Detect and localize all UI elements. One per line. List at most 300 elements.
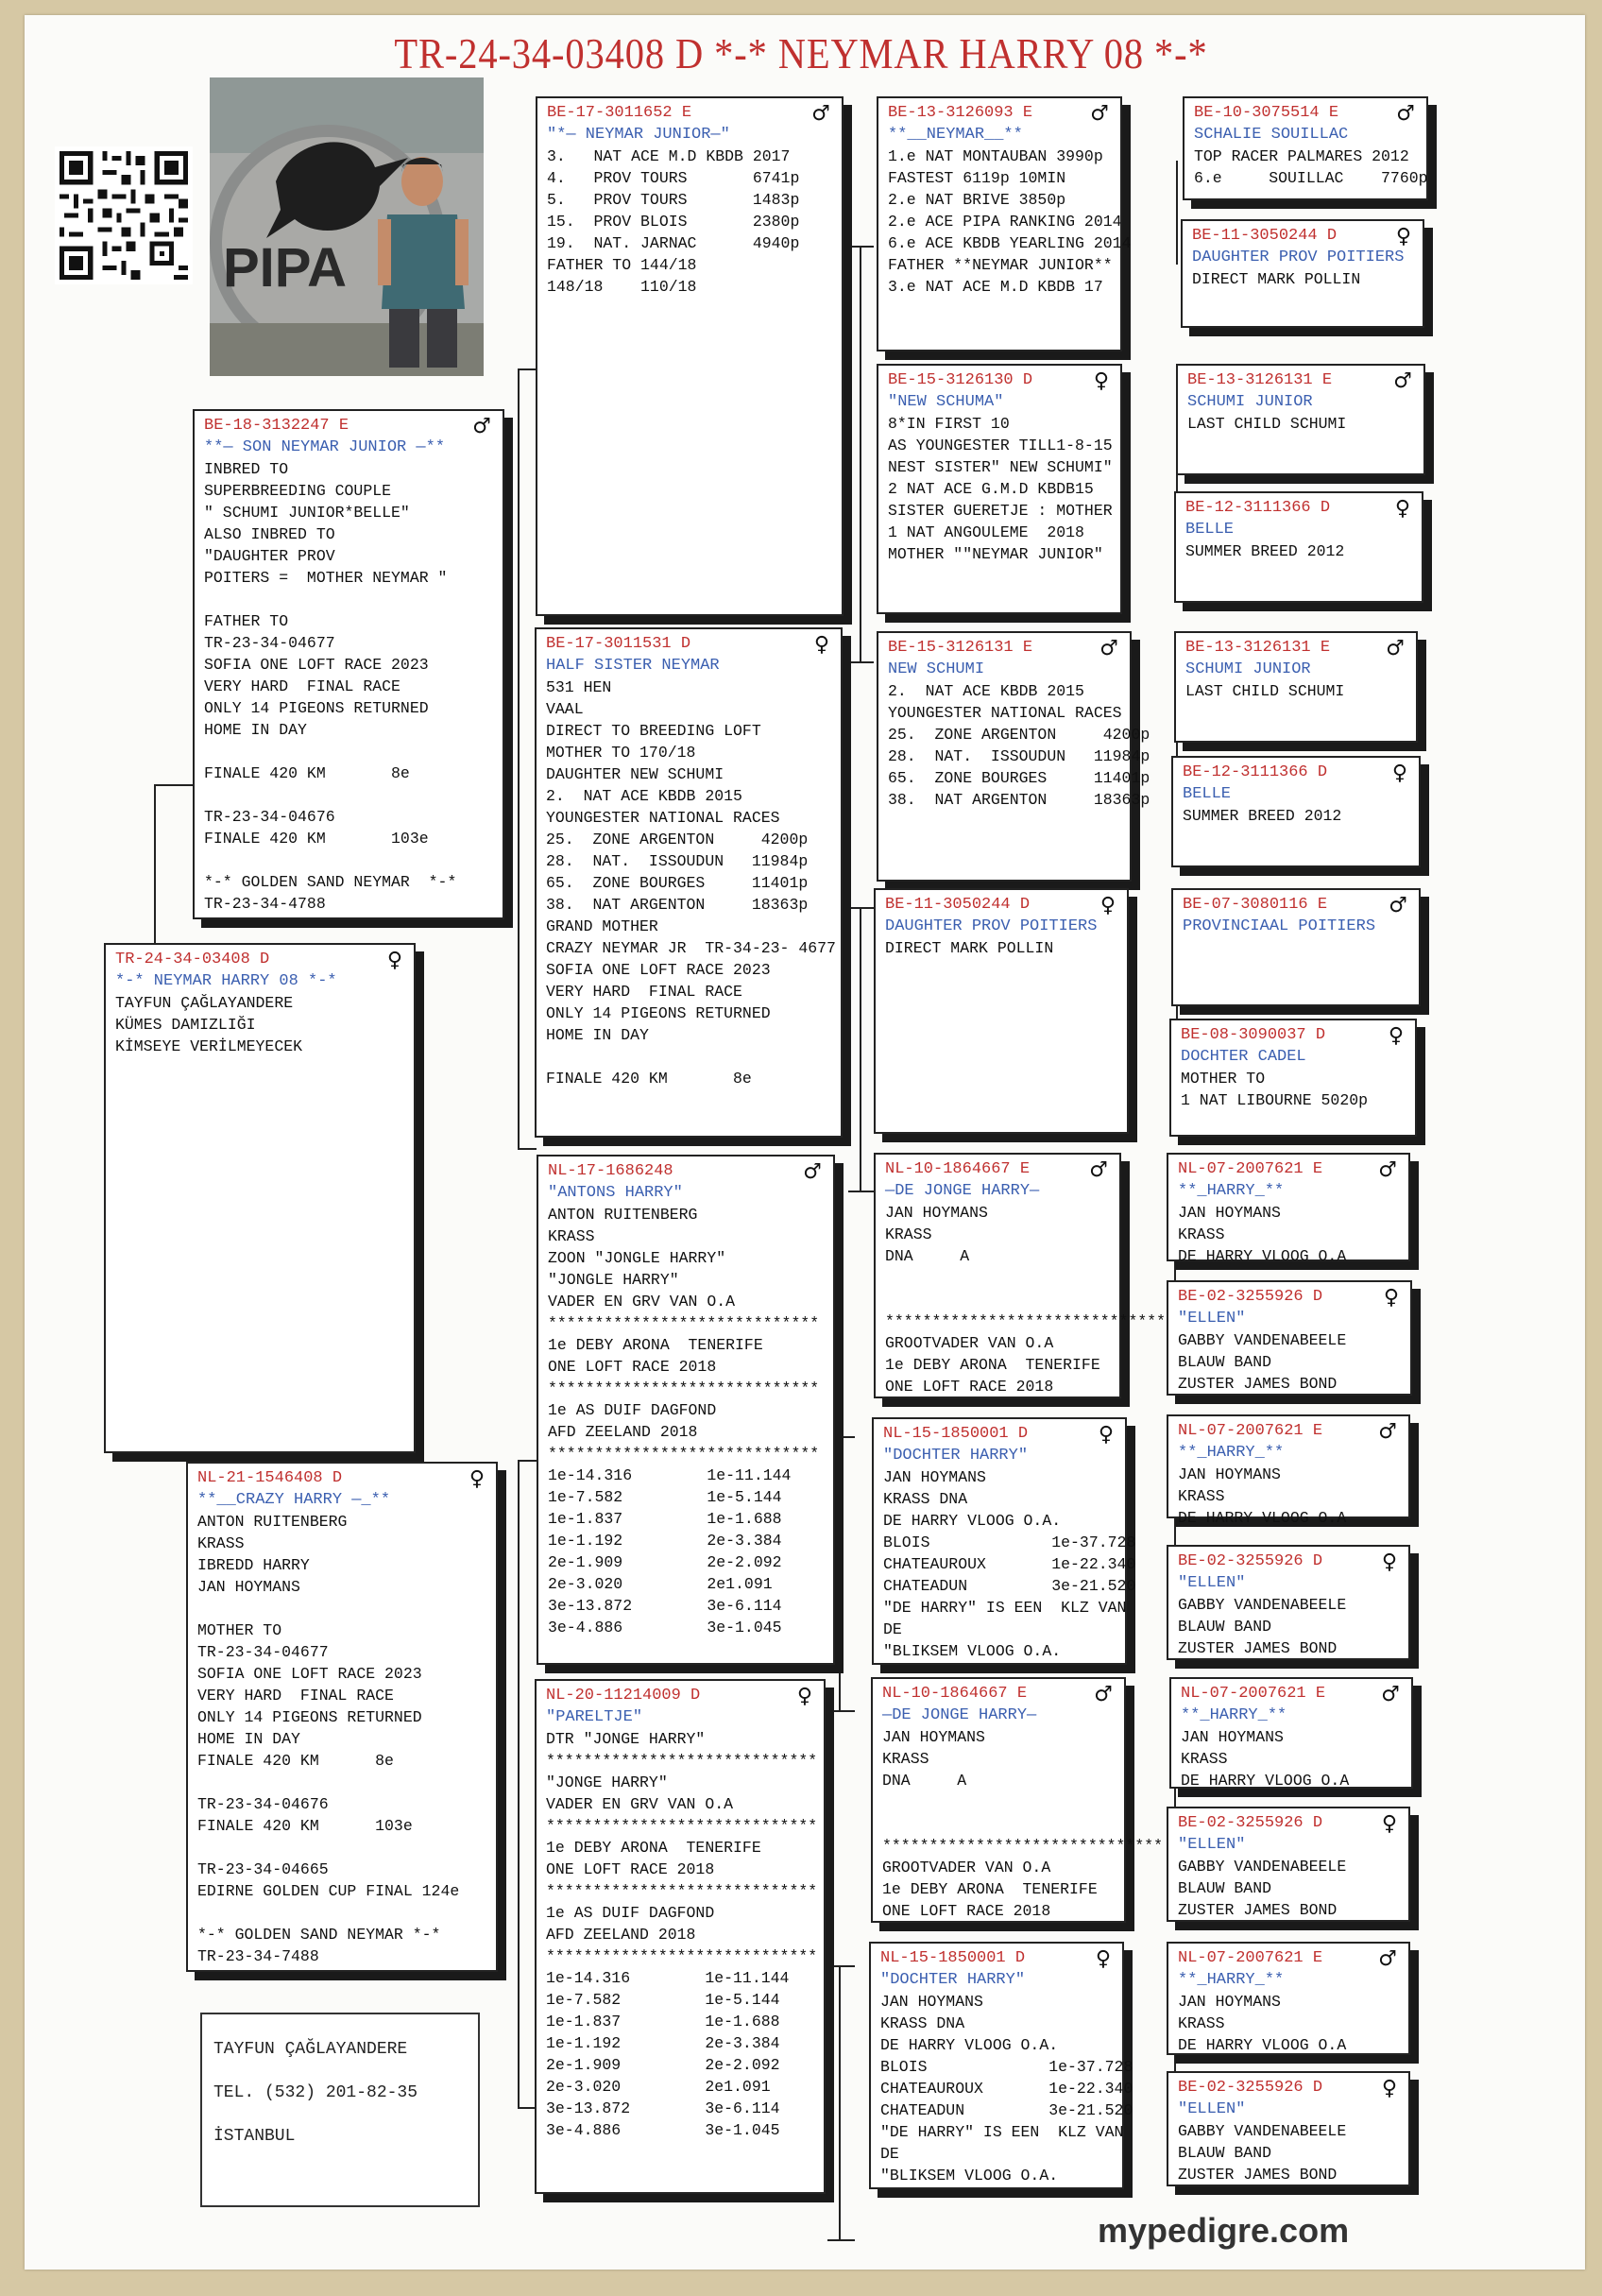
ring-number: BE-18-3132247 E [204, 417, 349, 435]
photo-sign-text: PIPA [223, 237, 348, 299]
pedigree-line: 25. ZONE ARGENTON 4200p [546, 831, 809, 848]
pedigree-line: TR-23-34-4788 [204, 895, 326, 913]
pedigree-line: 3.e NAT ACE M.D KBDB 17 [888, 278, 1103, 296]
ancestor-card[interactable] [1183, 96, 1428, 200]
pedigree-line: FINALE 420 KM 8e [204, 764, 410, 782]
tree-connector [860, 907, 861, 1191]
pedigree-line: 65. ZONE BOURGES 11401p [546, 874, 809, 892]
pigeon-name: SCHALIE SOUILLAC [1194, 126, 1349, 144]
pedigree-line: BLAUW BAND [1178, 2144, 1272, 2162]
ring-number: BE-12-3111366 D [1183, 763, 1328, 781]
male-symbol-icon: ♂ [1386, 637, 1405, 660]
pedigree-line: CHATEAUROUX 1e-22.340 [880, 2080, 1133, 2098]
pigeon-name: "ELLEN" [1178, 1574, 1246, 1592]
pedigree-line: JAN HOYMANS [882, 1728, 985, 1746]
pedigree-line: DE [883, 1620, 902, 1638]
grandparent-card[interactable] [537, 1155, 835, 1665]
ring-number: BE-13-3126131 E [1187, 371, 1333, 389]
pedigree-line: DNA A [885, 1247, 970, 1265]
pedigree-line: JAN HOYMANS [1178, 1993, 1281, 2011]
ring-number: BE-07-3080116 E [1183, 896, 1328, 914]
pedigree-line: SUMMER BREED 2012 [1185, 542, 1345, 560]
pigeon-name: BELLE [1183, 785, 1232, 803]
female-symbol-icon: ♀ [1391, 762, 1407, 785]
pedigree-line: IBREDD HARRY [197, 1556, 310, 1574]
contact-tel: TEL. (532) 201-82-35 [213, 2083, 418, 2102]
female-symbol-icon: ♀ [1099, 894, 1116, 917]
pedigree-line: JAN HOYMANS [197, 1578, 300, 1596]
pedigree-line: JAN HOYMANS [1181, 1728, 1284, 1746]
pigeon-name: —DE JONGE HARRY— [885, 1182, 1040, 1200]
pigeon-name: **_HARRY_** [1178, 1444, 1285, 1462]
pedigree-line: ONE LOFT RACE 2018 [882, 1902, 1051, 1920]
pedigree-line: JAN HOYMANS [885, 1204, 988, 1222]
tree-connector [839, 1965, 841, 2239]
pigeon-name: HALF SISTER NEYMAR [546, 657, 720, 675]
pedigree-line: KRASS DNA [880, 2014, 965, 2032]
pedigree-line: FINALE 420 KM 103e [204, 830, 429, 848]
tree-connector [839, 1436, 841, 1710]
pedigree-line: 1e DEBY ARONA TENERIFE [882, 1880, 1098, 1898]
pedigree-line: FINALE 420 KM 8e [546, 1070, 752, 1088]
ring-number: BE-13-3126131 E [1185, 639, 1331, 657]
ring-number: BE-08-3090037 D [1181, 1026, 1326, 1044]
pedigree-line: HOME IN DAY [197, 1730, 300, 1748]
pedigree-line: ONLY 14 PIGEONS RETURNED [204, 699, 429, 717]
pedigree-line: ***************************** [548, 1379, 820, 1397]
pedigree-line: KRASS [1181, 1750, 1228, 1768]
grandparent-card[interactable] [535, 627, 843, 1138]
pedigree-line: AFD ZEELAND 2018 [548, 1423, 698, 1441]
pedigree-line: 1e DEBY ARONA TENERIFE [548, 1336, 763, 1354]
pedigree-line: DNA A [882, 1772, 967, 1790]
ancestor-card[interactable] [1167, 1807, 1410, 1922]
ancestor-card[interactable] [1181, 219, 1424, 328]
pigeon-name: BELLE [1185, 521, 1235, 539]
breeder-photo [210, 77, 484, 376]
grandparent-card[interactable] [535, 1679, 826, 2194]
pedigree-line: ONLY 14 PIGEONS RETURNED [546, 1004, 771, 1022]
pigeon-name: "PARELTJE" [546, 1708, 643, 1726]
pedigree-line: ZUSTER JAMES BOND [1178, 1639, 1338, 1657]
pedigree-line [885, 1289, 1114, 1311]
pedigree-line: ****************************** [885, 1312, 1167, 1330]
pedigree-line [197, 1837, 490, 1859]
pedigree-line [882, 1791, 1118, 1813]
pedigree-line: BLAUW BAND [1178, 1353, 1272, 1371]
pedigree-line: 65. ZONE BOURGES 11401p [888, 769, 1150, 787]
pedigree-line: ONLY 14 PIGEONS RETURNED [197, 1708, 422, 1726]
pedigree-line: DE HARRY VLOOG O.A. [883, 1512, 1062, 1530]
ancestor-card[interactable] [1176, 364, 1425, 475]
tree-connector [518, 368, 520, 1148]
pedigree-line: JAN HOYMANS [1178, 1465, 1281, 1483]
ring-number: BE-12-3111366 D [1185, 499, 1331, 517]
pedigree-line: VERY HARD FINAL RACE [197, 1687, 394, 1705]
pigeon-name: DOCHTER CADEL [1181, 1048, 1306, 1066]
male-symbol-icon: ♂ [472, 415, 491, 438]
pigeon-name: "ELLEN" [1178, 2100, 1246, 2118]
contact-name: TAYFUN ÇAĞLAYANDERE [213, 2040, 408, 2059]
female-symbol-icon: ♀ [1395, 225, 1411, 248]
pedigree-line: POITERS = MOTHER NEYMAR " [204, 569, 448, 587]
pedigree-line: BLOIS 1e-37.728 [883, 1534, 1136, 1551]
pedigree-line: VAAL [546, 700, 584, 718]
pedigree-line: 1 NAT LIBOURNE 5020p [1181, 1091, 1369, 1109]
pedigree-line: TR-23-34-04676 [197, 1795, 329, 1813]
brand-logo: mypedigre.com [1098, 2211, 1350, 2250]
pigeon-name: "DOCHTER HARRY" [883, 1447, 1029, 1465]
ring-number: BE-11-3050244 D [1192, 227, 1338, 245]
pedigree-line: CRAZY NEYMAR JR TR-34-23- 4677 [546, 939, 836, 957]
pedigree-line: VADER EN GRV VAN O.A [548, 1293, 736, 1311]
pedigree-line: ANTON RUITENBERG [548, 1206, 698, 1224]
female-symbol-icon: ♀ [796, 1685, 812, 1708]
ancestor-card[interactable] [1167, 1545, 1410, 1660]
pedigree-line: GROOTVADER VAN O.A [882, 1859, 1051, 1876]
pigeon-name: "NEW SCHUMA" [888, 393, 1004, 411]
pigeon-name: *-* NEYMAR HARRY 08 *-* [115, 972, 337, 990]
tree-connector [827, 2239, 855, 2241]
male-symbol-icon: ♂ [811, 102, 830, 126]
female-symbol-icon: ♀ [469, 1467, 485, 1491]
female-symbol-icon: ♀ [1381, 2077, 1397, 2100]
pedigree-line: ONE LOFT RACE 2018 [546, 1860, 715, 1878]
ring-number: BE-17-3011652 E [547, 104, 692, 122]
male-symbol-icon: ♂ [1389, 894, 1407, 917]
pedigree-line: 19. NAT. JARNAC 4940p [547, 234, 800, 252]
pedigree-line: JAN HOYMANS [880, 1993, 983, 2011]
ring-number: NL-07-2007621 E [1178, 1422, 1323, 1440]
tree-connector [518, 1460, 520, 2107]
tree-connector [518, 2107, 537, 2109]
pedigree-line: 8*IN FIRST 10 [888, 415, 1010, 433]
tree-connector [827, 1965, 855, 1967]
ancestor-card[interactable] [1167, 1280, 1412, 1396]
pedigree-line [885, 1267, 1114, 1289]
pigeon-name: **__NEYMAR__** [888, 126, 1023, 144]
pedigree-line: DE [880, 2145, 899, 2163]
pedigree-line: KÜMES DAMIZLIĞI [115, 1016, 256, 1034]
pedigree-line [204, 741, 497, 762]
pigeon-name: DAUGHTER PROV POITIERS [1192, 248, 1405, 266]
pedigree-line: KRASS [548, 1227, 595, 1245]
pedigree-line: 1e-14.316 1e-11.144 [548, 1466, 792, 1484]
great-grandparent-card[interactable] [874, 888, 1129, 1134]
pedigree-line: DIRECT MARK POLLIN [1192, 270, 1361, 288]
pedigree-line: FINALE 420 KM 103e [197, 1817, 413, 1835]
pedigree-line: SUMMER BREED 2012 [1183, 807, 1342, 825]
pedigree-line: 1e-7.582 1e-5.144 [548, 1488, 782, 1506]
ring-number: TR-24-34-03408 D [115, 951, 270, 968]
pedigree-line: FINALE 420 KM 8e [197, 1752, 394, 1770]
pedigree-line: TR-23-34-04677 [204, 634, 335, 652]
pedigree-line: 1e-7.582 1e-5.144 [546, 1991, 780, 2009]
pedigree-line: DTR "JONGE HARRY" [546, 1730, 706, 1748]
pedigree-line: 1e-1.192 2e-3.384 [548, 1532, 782, 1550]
pigeon-name: "ANTONS HARRY" [548, 1184, 683, 1202]
pigeon-name: **_HARRY_** [1181, 1706, 1287, 1724]
pedigree-line [204, 784, 497, 806]
pedigree-line: CHATEAUROUX 1e-22.340 [883, 1555, 1136, 1573]
pedigree-line: ZOON "JONGLE HARRY" [548, 1249, 726, 1267]
female-symbol-icon: ♀ [1394, 497, 1410, 521]
pedigree-line: 1e AS DUIF DAGFOND [546, 1904, 715, 1922]
pedigree-line [197, 1902, 490, 1924]
pedigree-line: "DE HARRY" IS EEN KLZ VAN [883, 1599, 1127, 1617]
pedigree-line: 1 NAT ANGOULEME 2018 [888, 523, 1084, 541]
pigeon-name: "*— NEYMAR JUNIOR—" [547, 126, 730, 144]
male-symbol-icon: ♂ [1099, 637, 1118, 660]
pedigree-line: EDIRNE GOLDEN CUP FINAL 124e [197, 1882, 460, 1900]
tree-connector [518, 1460, 537, 1462]
pedigree-line: SOFIA ONE LOFT RACE 2023 [546, 961, 771, 979]
pedigree-line: 531 HEN [546, 678, 612, 696]
ring-number: NL-10-1864667 E [882, 1685, 1028, 1703]
great-grandparent-card[interactable] [874, 1153, 1167, 1398]
pedigree-line: TR-23-34-04677 [197, 1643, 329, 1661]
pedigree-line: MOTHER TO [197, 1621, 282, 1639]
ring-number: NL-07-2007621 E [1181, 1685, 1326, 1703]
pedigree-line: ***************************** [548, 1445, 820, 1463]
ancestor-card[interactable] [1167, 1153, 1410, 1265]
pedigree-line: GABBY VANDENABEELE [1178, 2122, 1347, 2140]
pedigree-line: SOFIA ONE LOFT RACE 2023 [197, 1665, 422, 1683]
male-symbol-icon: ♂ [1090, 102, 1109, 126]
pedigree-line: FASTEST 6119p 10MIN [888, 169, 1066, 187]
tree-connector [518, 368, 537, 370]
ring-number: BE-02-3255926 D [1178, 1814, 1323, 1832]
pedigree-line: 2 NAT ACE G.M.D KBDB15 [888, 480, 1094, 498]
pedigree-line [197, 1598, 490, 1619]
pedigree-line: DE HARRY VLOOG O.A [1178, 1509, 1347, 1527]
pedigree-line [204, 589, 497, 610]
pedigree-line: LAST CHILD SCHUMI [1187, 415, 1347, 433]
pedigree-line: 6.e SOUILLAC 7760p [1194, 169, 1428, 187]
ancestor-card[interactable] [1167, 1414, 1410, 1527]
pedigree-line: *-* GOLDEN SAND NEYMAR *-* [197, 1926, 441, 1944]
page-title: TR-24-34-03408 D *-* NEYMAR HARRY 08 *-* [394, 29, 1208, 77]
pedigree-line: ANTON RUITENBERG [197, 1513, 348, 1531]
qr-code-icon[interactable] [55, 146, 193, 284]
ancestor-card[interactable] [1171, 888, 1421, 1006]
pedigree-line: FATHER TO 144/18 [547, 256, 697, 274]
pedigree-line: ***************************** [546, 1817, 818, 1835]
ring-number: BE-17-3011531 D [546, 635, 691, 653]
pigeon-name: **_HARRY_** [1178, 1182, 1285, 1200]
pedigree-line: 2e-1.909 2e-2.092 [548, 1553, 782, 1571]
pedigree-line: BLAUW BAND [1178, 1879, 1272, 1897]
pedigree-line: 3e-13.872 3e-6.114 [546, 2099, 780, 2117]
male-symbol-icon: ♂ [1393, 369, 1412, 393]
pigeon-name: **_HARRY_** [1178, 1971, 1285, 1989]
female-symbol-icon: ♀ [813, 633, 829, 657]
pedigree-line: 3e-4.886 3e-1.045 [546, 2121, 780, 2139]
pigeon-name: "ELLEN" [1178, 1836, 1246, 1854]
tree-connector [848, 1191, 874, 1192]
pedigree-line: KRASS [197, 1534, 245, 1552]
pigeon-name: —DE JONGE HARRY— [882, 1706, 1037, 1724]
pigeon-name: **— SON NEYMAR JUNIOR —** [204, 438, 446, 456]
pedigree-line: 28. NAT. ISSOUDUN 11984p [888, 747, 1150, 765]
pedigree-line: 2e-1.909 2e-2.092 [546, 2056, 780, 2074]
great-grandparent-card[interactable] [877, 631, 1150, 882]
pigeon-name: NEW SCHUMI [888, 660, 985, 678]
tree-connector [827, 1710, 855, 1712]
pedigree-line: 3. NAT ACE M.D KBDB 2017 [547, 147, 791, 165]
pedigree-line: NEST SISTER" NEW SCHUMI" [888, 458, 1113, 476]
pedigree-line: TR-23-34-7488 [197, 1947, 319, 1965]
pedigree-line: 6.e ACE KBDB YEARLING 2014 [888, 234, 1132, 252]
pedigree-line: CHATEADUN 3e-21.520 [880, 2101, 1133, 2119]
pedigree-line: 38. NAT ARGENTON 18363p [888, 791, 1150, 809]
pedigree-line: GRAND MOTHER [546, 917, 658, 935]
pedigree-line: MOTHER TO [1181, 1070, 1266, 1088]
pedigree-line: ZUSTER JAMES BOND [1178, 1375, 1338, 1393]
pedigree-line: TR-23-34-04665 [197, 1860, 329, 1878]
pedigree-line: 2. NAT ACE KBDB 2015 [546, 787, 742, 805]
great-grandparent-card[interactable] [877, 96, 1132, 351]
pedigree-line: "DE HARRY" IS EEN KLZ VAN [880, 2123, 1124, 2141]
pedigree-line: BLOIS 1e-37.728 [880, 2058, 1133, 2076]
tree-connector [848, 661, 874, 663]
female-symbol-icon: ♀ [1383, 1286, 1399, 1310]
pedigree-line: ONE LOFT RACE 2018 [548, 1358, 717, 1376]
pedigree-line: ***************************** [546, 1882, 818, 1900]
great-grandparent-card[interactable] [871, 1677, 1164, 1923]
pedigree-line: SUPERBREEDING COUPLE [204, 482, 392, 500]
pedigree-line: 2e-3.020 2e1.091 [546, 2078, 771, 2096]
pigeon-name: SCHUMI JUNIOR [1187, 393, 1313, 411]
dam-card[interactable] [186, 1462, 498, 1972]
pedigree-line: DIRECT MARK POLLIN [885, 939, 1054, 957]
pedigree-line: ZUSTER JAMES BOND [1178, 2166, 1338, 2184]
pigeon-name: PROVINCIAAL POITIERS [1183, 917, 1376, 935]
subject-card[interactable] [104, 943, 416, 1453]
pedigree-line: GROOTVADER VAN O.A [885, 1334, 1054, 1352]
pedigree-line [204, 849, 497, 871]
pedigree-line: TOP RACER PALMARES 2012 [1194, 147, 1409, 165]
pedigree-line: DIRECT TO BREEDING LOFT [546, 722, 761, 740]
pedigree-line: 28. NAT. ISSOUDUN 11984p [546, 852, 809, 870]
pedigree-line: ZUSTER JAMES BOND [1178, 1901, 1338, 1919]
great-grandparent-card[interactable] [877, 364, 1122, 614]
female-symbol-icon: ♀ [1381, 1551, 1397, 1574]
pedigree-line: KRASS [1178, 2014, 1225, 2032]
ring-number: BE-02-3255926 D [1178, 1552, 1323, 1570]
pedigree-line: JAN HOYMANS [1178, 1204, 1281, 1222]
pedigree-line: ***************************** [548, 1314, 820, 1332]
pedigree-line: MOTHER TO 170/18 [546, 744, 696, 762]
pedigree-line: ***************************** [546, 1947, 818, 1965]
pedigree-line: VERY HARD FINAL RACE [546, 983, 742, 1001]
male-symbol-icon: ♂ [1378, 1947, 1397, 1971]
pedigree-line: YOUNGESTER NATIONAL RACES [546, 809, 780, 827]
female-symbol-icon: ♀ [386, 949, 402, 972]
female-symbol-icon: ♀ [1388, 1024, 1404, 1048]
pedigree-line: "BLIKSEM VLOOG O.A. [883, 1642, 1062, 1660]
male-symbol-icon: ♂ [1378, 1420, 1397, 1444]
pedigree-line: BLAUW BAND [1178, 1618, 1272, 1636]
pedigree-line: CHATEADUN 3e-21.520 [883, 1577, 1136, 1595]
pedigree-line: LAST CHILD SCHUMI [1185, 682, 1345, 700]
pigeon-name: **__CRAZY HARRY —_** [197, 1491, 391, 1509]
pedigree-line: KRASS [885, 1225, 932, 1243]
pedigree-line: TAYFUN ÇAĞLAYANDERE [115, 994, 294, 1012]
pigeon-name: SCHUMI JUNIOR [1185, 660, 1311, 678]
pedigree-line: DE HARRY VLOOG O.A [1181, 1772, 1350, 1790]
pedigree-line: GABBY VANDENABEELE [1178, 1331, 1347, 1349]
great-grandparent-card[interactable] [872, 1417, 1136, 1665]
pedigree-line: "JONGE HARRY" [546, 1773, 668, 1791]
pedigree-line: "BLIKSEM VLOOG O.A. [880, 2167, 1059, 2185]
ancestor-card[interactable] [1169, 1677, 1413, 1789]
ring-number: NL-15-1850001 D [883, 1425, 1029, 1443]
male-symbol-icon: ♂ [803, 1160, 822, 1184]
pedigree-line: YOUNGESTER NATIONAL RACES [888, 704, 1122, 722]
tree-connector [848, 907, 874, 909]
pedigree-line: 1e AS DUIF DAGFOND [548, 1401, 717, 1419]
ancestor-card[interactable] [1169, 1019, 1417, 1137]
pedigree-line: SISTER GUERETJE : MOTHER [888, 502, 1113, 520]
great-grandparent-card[interactable] [869, 1942, 1133, 2189]
pedigree-line: ALSO INBRED TO [204, 525, 335, 543]
pedigree-line: TR-23-34-04676 [204, 808, 335, 826]
pedigree-line: *-* GOLDEN SAND NEYMAR *-* [204, 873, 457, 891]
pedigree-line: KRASS [1178, 1225, 1225, 1243]
pigeon-name: DAUGHTER PROV POITIERS [885, 917, 1098, 935]
ring-number: NL-15-1850001 D [880, 1949, 1026, 1967]
pedigree-line: 1e-1.837 1e-1.688 [546, 2013, 780, 2030]
pedigree-line: 15. PROV BLOIS 2380p [547, 213, 800, 231]
ring-number: NL-07-2007621 E [1178, 1160, 1323, 1178]
ancestor-card[interactable] [1167, 2071, 1410, 2186]
pedigree-line: FATHER TO [204, 612, 289, 630]
ancestor-card[interactable] [1174, 491, 1423, 603]
pedigree-line: 1e DEBY ARONA TENERIFE [546, 1839, 761, 1857]
pedigree-line: "DAUGHTER PROV [204, 547, 335, 565]
tree-connector [860, 246, 861, 661]
male-symbol-icon: ♂ [1378, 1158, 1397, 1182]
pedigree-line [546, 1046, 835, 1068]
ring-number: NL-10-1864667 E [885, 1160, 1031, 1178]
female-symbol-icon: ♀ [1098, 1423, 1114, 1447]
pedigree-line: DE HARRY VLOOG O.A. [880, 2036, 1059, 2054]
pedigree-line: 3e-13.872 3e-6.114 [548, 1597, 782, 1615]
ancestor-card[interactable] [1174, 631, 1418, 743]
grandparent-card[interactable] [536, 96, 844, 616]
sire-card[interactable] [193, 409, 504, 919]
female-symbol-icon: ♀ [1381, 1812, 1397, 1836]
ancestor-card[interactable] [1167, 1942, 1410, 2055]
male-symbol-icon: ♂ [1089, 1158, 1108, 1182]
pedigree-line: INBRED TO [204, 460, 289, 478]
pedigree-line: DAUGHTER NEW SCHUMI [546, 765, 724, 783]
pedigree-line: DE HARRY VLOOG O.A [1178, 1247, 1347, 1265]
pedigree-line: " SCHUMI JUNIOR*BELLE" [204, 504, 410, 522]
ring-number: BE-02-3255926 D [1178, 2079, 1323, 2097]
ancestor-card[interactable] [1171, 756, 1421, 867]
pedigree-line: 1e-1.192 2e-3.384 [546, 2034, 780, 2052]
pedigree-line: GABBY VANDENABEELE [1178, 1596, 1347, 1614]
pedigree-line: KRASS [882, 1750, 929, 1768]
female-symbol-icon: ♀ [1093, 369, 1109, 393]
pedigree-line: "JONGLE HARRY" [548, 1271, 679, 1289]
pedigree-line: 1e-14.316 1e-11.144 [546, 1969, 790, 1987]
pedigree-line: KRASS [1178, 1487, 1225, 1505]
ring-number: NL-20-11214009 D [546, 1687, 701, 1705]
male-symbol-icon: ♂ [1381, 1683, 1400, 1706]
